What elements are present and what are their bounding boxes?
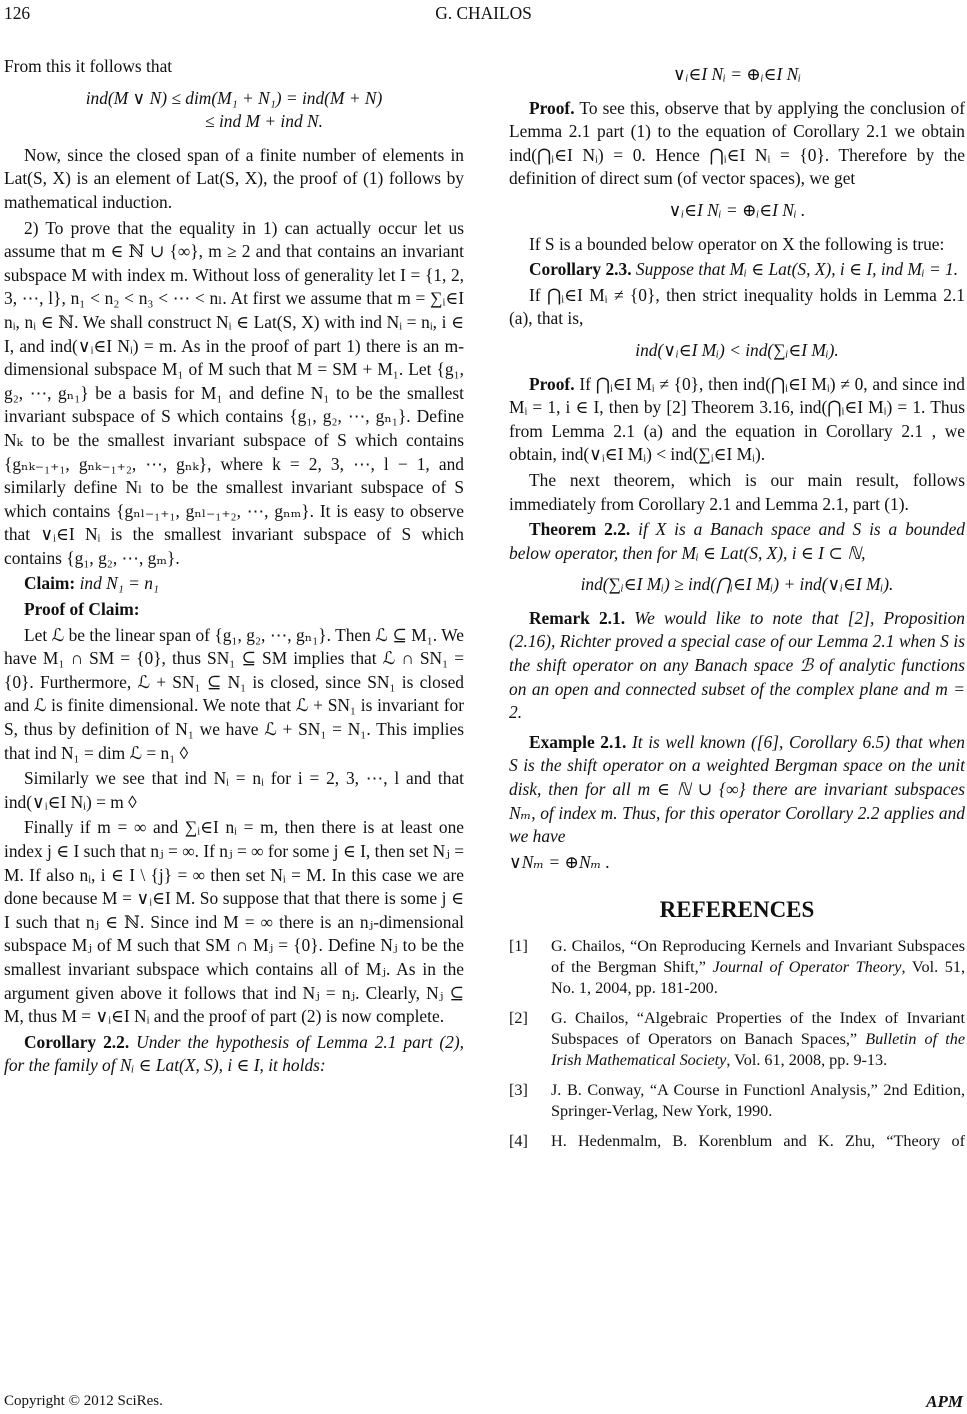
reference-item — [509, 1131, 965, 1152]
theorem-label: Theorem 2.2. — [529, 519, 631, 540]
reference-number: [4] — [509, 1132, 528, 1150]
equation-line: ≤ ind M + ind N. — [205, 111, 323, 132]
page-footer — [4, 1390, 963, 1412]
copyright: Copyright © 2012 SciRes. — [4, 1393, 163, 1409]
corollary-label: Corollary 2.2. — [24, 1031, 130, 1052]
proof — [509, 373, 965, 467]
paragraph: Similarly we see that ind Nᵢ = nᵢ for i = 2, 3, ⋯, l and that ind(∨ᵢ∈I Nᵢ) = m ◊ — [4, 768, 464, 812]
example-text: It is well known ([6], Corollary 6.5) that when S is the shift operator on a weighted Bergman space on the unit disk, then for all m ∈ ℕ ∪ {∞} there are invariant subspaces Nₘ, of index m. Thus, for this operator Corollary 2.2 applies and we have — [509, 731, 965, 847]
display-equation — [4, 87, 464, 134]
proof-text: If ⋂ᵢ∈I Mᵢ ≠ {0}, then ind(⋂ᵢ∈I Mᵢ) ≠ 0, and since ind Mᵢ = 1, i ∈ I, then by [2] Theorem 3.16, ind(⋂ᵢ∈I Mᵢ) = 1. Thus from Lemma 2.1 (a) and the equation in Corollary 2.1 , we obtain, ind(∨ᵢ∈I Mᵢ) < ind(∑ᵢ∈I Mᵢ). — [509, 373, 965, 465]
proof — [509, 97, 965, 191]
page-header — [4, 2, 963, 26]
theorem-text: if X is a Banach space and S is a bounded below operator, then for Mᵢ ∈ Lat(S, X), i ∈ I ⊂ ℕ, — [509, 519, 965, 563]
running-title: G. CHAILOS — [435, 3, 532, 23]
reference-journal: Bulletin of the Irish Mathematical Society — [551, 1030, 965, 1069]
proof-label: Proof. — [529, 97, 575, 118]
paragraph: The next theorem, which is our main result, follows immediately from Corollary 2.1 and Lemma 2.1, part (1). — [509, 469, 965, 514]
corollary-label: Corollary 2.3. — [529, 259, 632, 280]
reference-number: [1] — [509, 937, 528, 955]
paragraph: 2) To prove that the equality in 1) can actually occur let us assume that m ∈ ℕ ∪ {∞}, m ≥ 2 and that contains an invariant subspace M with index m. Without loss of generality let I = {1, 2, 3, ⋯, l}, n₁ < n₂ < n₃ < ⋯ < nₗ. At first we assume that m = ∑ᵢ∈I nᵢ, nᵢ ∈ ℕ. We shall construct Nᵢ ∈ Lat(S, X) with ind Nᵢ = nᵢ, i ∈ I, and ind(∨ᵢ∈I Nᵢ) = m. As in the proof of part 1) there is an m-dimensional subspace M₁ of M such that M = SM + M₁. Let {g₁, g₂, ⋯, gₙ₁} be a basis for M₁ and define N₁ to be the smallest invariant subspace of S which contains {g₁, g₂, ⋯, gₙ₁}. Define Nₖ to be the smallest invariant subspace of S which contains {gₙₖ₋₁₊₁, gₙₖ₋₁₊₂, ⋯, gₙₖ}, where k = 2, 3, ⋯, l − 1, and similarly define Nₗ to be the smallest invariant subspace of S which contains {gₙₗ₋₁₊₁, gₙₗ₋₁₊₂, ⋯, gₙₘ}. It is easy to observe that ∨ᵢ∈I Nᵢ is the smallest invariant subspace of S which contains {g₁, g₂, ⋯, gₘ}. — [4, 217, 464, 568]
display-equation: ind(∨ᵢ∈I Mᵢ) < ind(∑ᵢ∈I Mᵢ). — [635, 339, 839, 360]
claim-text: ind N₁ = n₁ — [79, 573, 159, 594]
right-column — [509, 55, 965, 1161]
journal-abbrev: APM — [926, 1392, 963, 1411]
reference-list — [509, 936, 965, 1152]
example-label: Example 2.1. — [529, 731, 627, 752]
reference-number: [3] — [509, 1081, 528, 1099]
reference-details: , Vol. 51, No. 1, 2004, pp. 181-200. — [551, 958, 965, 997]
inline-equation: ∨Nₘ = ⊕Nₘ . — [509, 851, 610, 872]
paragraph: Let ℒ be the linear span of {g₁, g₂, ⋯, gₙ₁}. Then ℒ ⊆ M₁. We have M₁ ∩ SM = {0}, thus SN₁ ⊆ SM implies that ℒ ∩ SN₁ = {0}. Furthermore, ℒ + SN₁ ⊆ N₁ is closed, since SN₁ is closed and ℒ is finite dimensional. We note that ℒ + SN₁ is invariant for S, thus by definition of N₁ we have ℒ + SN₁ = N₁. This implies that ind N₁ = dim ℒ = n₁ ◊ — [4, 624, 464, 763]
example-2-1 — [509, 731, 965, 849]
remark-text: We would like to note that [2], Proposition (2.16), Richter proved a special case of our Lemma 2.1 when S is the shift operator on any Banach space ℬ of analytic functions on an open and connected subset of the complex plane and m = 2. — [509, 607, 965, 723]
claim-label: Claim: — [24, 573, 76, 594]
reference-details: , Vol. 61, 2008, pp. 9-13. — [726, 1051, 888, 1069]
proof-text: To see this, observe that by applying the conclusion of Lemma 2.1 part (1) to the equation of Corollary 2.1 we obtain ind(⋂ᵢ∈I Nᵢ) = 0. Hence ⋂ᵢ∈I Nᵢ = {0}. Therefore by the definition of direct sum (of vector spaces), we get — [509, 97, 965, 189]
corollary-2-2 — [4, 1031, 464, 1078]
reference-item — [509, 936, 965, 999]
remark-label: Remark 2.1. — [529, 607, 626, 628]
reference-text: J. B. Conway, “A Course in Functionl Analysis,” 2nd Edition, Springer-Verlag, New York, 1990. — [551, 1081, 965, 1120]
paragraph: Finally if m = ∞ and ∑ᵢ∈I nᵢ = m, then there is at least one index j ∈ I such that nⱼ = ∞. If nⱼ = ∞ for some j ∈ I, then set Nⱼ = M. If also nᵢ, i ∈ I \ {j} = ∞ then set Nᵢ = M. In this case we are done because M = ∨ᵢ∈I M. So suppose that that there is some j ∈ I such that nⱼ ∈ ℕ. Since ind M = ∞ there is an nⱼ-dimensional subspace Mⱼ of M such that SM ∩ Mⱼ = {0}. Define Nⱼ to be the smallest invariant subspace which contains all of Mⱼ. As in the argument given above it follows that ind Nⱼ = nⱼ. Clearly, Nⱼ ⊆ M, thus M = ∨ᵢ∈I Nᵢ and the proof of part (2) is now complete. — [4, 817, 464, 1027]
proof-of-claim-label: Proof of Claim: — [24, 599, 140, 620]
paragraph: Now, since the closed span of a finite number of elements in Lat(S, X) is an element of Lat(S, X), the proof of (1) follows by mathematical induction. — [4, 144, 464, 212]
corollary-text: Suppose that Mᵢ ∈ Lat(S, X), i ∈ I, ind Mᵢ = 1. — [635, 259, 959, 280]
left-column — [4, 55, 464, 1080]
page-number: 126 — [4, 3, 31, 23]
corollary-2-3 — [509, 258, 965, 282]
reference-authors-title: G. Chailos, “On Reproducing Kernels and Invariant Subspaces of the Bergman Shift,” — [551, 937, 965, 976]
display-equation: ∨ᵢ∈I Nᵢ = ⊕ᵢ∈I Nᵢ — [673, 64, 801, 84]
corollary-text: Under the hypothesis of Lemma 2.1 part (2), for the family of Nᵢ ∈ Lat(X, S), i ∈ I, it holds: — [4, 1031, 464, 1076]
reference-authors-title: G. Chailos, “Algebraic Properties of the Index of Invariant Subspaces of Operators on Banach Spaces,” — [551, 1009, 965, 1048]
reference-number: [2] — [509, 1009, 528, 1027]
equation-line: ind(M ∨ N) ≤ dim(M₁ + N₁) = ind(M + N) — [85, 87, 383, 108]
paragraph: From this it follows that — [4, 56, 173, 76]
reference-journal: Journal of Operator Theory — [712, 958, 902, 976]
paragraph: If S is a bounded below operator on X the following is true: — [529, 233, 945, 254]
references-heading: REFERENCES — [659, 897, 815, 923]
reference-text: H. Hedenmalm, B. Korenblum and K. Zhu, “Theory of — [551, 1132, 965, 1150]
reference-text — [551, 1008, 965, 1071]
reference-text — [551, 936, 965, 999]
theorem-2-2 — [509, 518, 965, 565]
proof-of-claim-heading — [4, 598, 464, 622]
claim — [4, 572, 464, 596]
display-equation: ind(∑ᵢ∈I Mᵢ) ≥ ind(⋂ᵢ∈I Mᵢ) + ind(∨ᵢ∈I Mᵢ). — [580, 574, 894, 595]
remark-2-1 — [509, 607, 965, 725]
proof-label: Proof. — [529, 373, 575, 394]
reference-item — [509, 1080, 965, 1122]
reference-item — [509, 1008, 965, 1071]
display-equation: ∨ᵢ∈I Nᵢ = ⊕ᵢ∈I Nᵢ . — [668, 199, 806, 220]
paragraph: If ⋂ᵢ∈I Mᵢ ≠ {0}, then strict inequality holds in Lemma 2.1 (a), that is, — [509, 284, 965, 329]
